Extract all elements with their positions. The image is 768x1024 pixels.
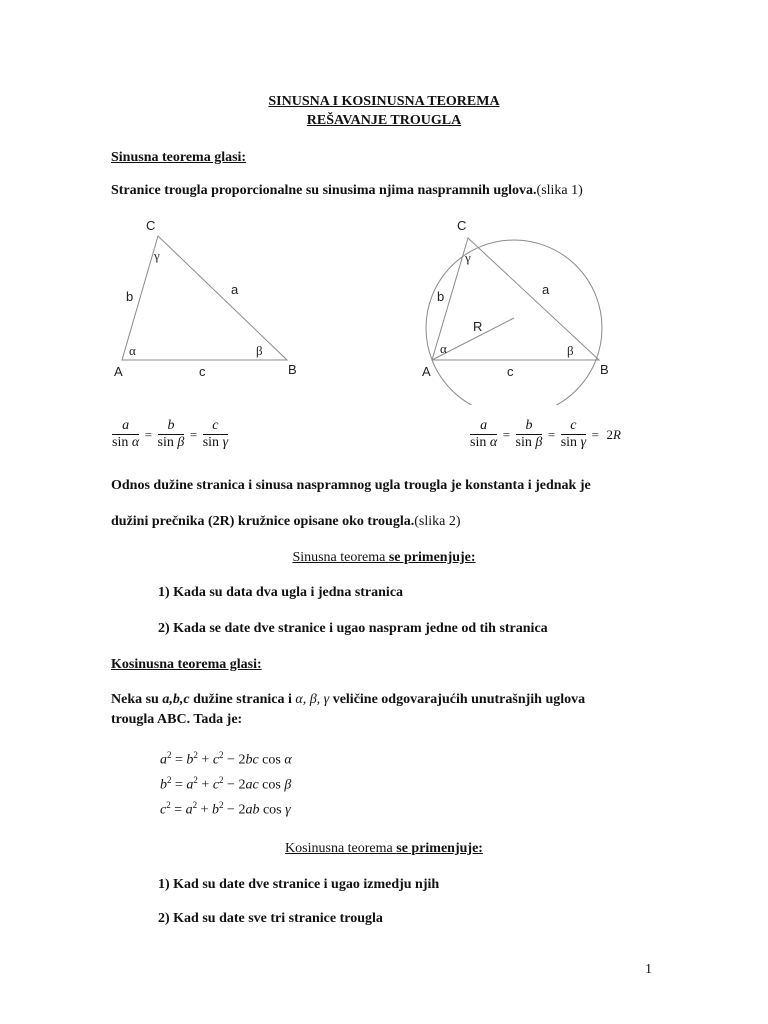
fig2-radius: R — [473, 319, 483, 334]
fraction-a-right: $\frac{a}{\text{sin α}}$ — [470, 418, 498, 450]
fig2-vertex-b: B — [600, 362, 609, 377]
fig1-vertex-a: A — [114, 364, 123, 379]
fig2-side-b: b — [437, 289, 445, 304]
fig1-vertex-c: C — [146, 218, 156, 233]
fig2-vertex-c: C — [457, 218, 467, 233]
fraction-a: $\frac{a}{\text{sin α}}$ — [112, 418, 140, 450]
sine-statement-text: Stranice trougla proporcionalne su sinusima njima naspramnih uglova. — [111, 183, 537, 198]
cos-applies: Kosinusna teorema se primenjuje: — [285, 841, 483, 856]
sine-statement — [111, 183, 583, 199]
title-line-1: SINUSNA I KOSINUSNA TEOREMA — [268, 94, 500, 109]
cos-case-1: 1) Kad su date dve stranice i ugao izmedju njih — [158, 877, 440, 892]
fig1-angle-beta: β — [256, 343, 263, 358]
fig1-side-b: b — [126, 289, 134, 304]
figure-2-circumcircle — [410, 210, 620, 405]
cos-formula-2: $b^2 = a^2 + c^2 - 2ac$ cos β — [160, 775, 292, 793]
sine-heading: Sinusna teorema glasi: — [111, 150, 247, 165]
cos-intro-line-2: trougla ABC. Tada je: — [111, 712, 243, 727]
fraction-c: $\frac{c}{\text{sin γ}}$ — [202, 418, 229, 450]
fig1-side-a: a — [231, 282, 239, 297]
fig1-angle-alpha: α — [129, 343, 136, 358]
fig2-angle-beta: β — [567, 343, 574, 358]
sine-applies: Sinusna teorema se primenjuje: — [292, 550, 476, 565]
sine-case-1: 1) Kada su data dva ugla i jedna stranica — [158, 585, 404, 600]
fig2-vertex-a: A — [422, 364, 431, 379]
fraction-b-right: $\frac{b}{\text{sin β}}$ — [515, 418, 543, 450]
fraction-c-right: $\frac{c}{\text{sin γ}}$ — [560, 418, 587, 450]
fig1-vertex-b: B — [288, 362, 297, 377]
figure-ref-1: (slika 1) — [536, 183, 583, 198]
sine-case-2: 2) Kada se date dve stranice i ugao naspram jedne od tih stranica — [158, 621, 548, 636]
cos-intro-line-1: Neka su a,b,c dužine stranica i α, β, γ veličine odgovarajućih unutrašnjih uglova — [111, 692, 586, 707]
fig2-side-c: c — [507, 364, 514, 379]
fraction-b: $\frac{b}{\text{sin β}}$ — [157, 418, 185, 450]
sine-formula-left: $\frac{a}{\text{sin α}}$ = $\frac{b}{\text{sin β}}$ = $\frac{c}{\text{sin γ}}$ — [112, 418, 229, 450]
cos-heading: Kosinusna teorema glasi: — [111, 657, 262, 672]
result-2r: 2R — [606, 426, 621, 442]
cos-formula-1: $a^2 = b^2 + c^2 - 2bc$ cos α — [160, 750, 292, 768]
title-line-2: REŠAVANJE TROUGLA — [306, 113, 462, 128]
ratio-line-2: dužini prečnika (2R) kružnice opisane oko trougla.(slika 2) — [111, 514, 461, 529]
fig2-angle-gamma: γ — [465, 250, 471, 265]
page-number: 1 — [645, 962, 652, 977]
cos-case-2: 2) Kad su date sve tri stranice trougla — [158, 911, 383, 926]
fig2-angle-alpha: α — [440, 341, 447, 356]
fig1-angle-gamma: γ — [154, 248, 160, 263]
fig2-side-a: a — [542, 282, 550, 297]
sine-formula-right: $\frac{a}{\text{sin α}}$ = $\frac{b}{\text{sin β}}$ = $\frac{c}{\text{sin γ}}$ = 2R — [470, 418, 621, 450]
figure-1-triangle — [100, 210, 320, 390]
cos-formula-3: $c^2 = a^2 + b^2 - 2ab$ cos γ — [160, 800, 291, 818]
fig1-side-c: c — [199, 364, 206, 379]
ratio-line-1: Odnos dužine stranica i sinusa naspramnog ugla trougla je konstanta i jednak je — [111, 478, 591, 493]
